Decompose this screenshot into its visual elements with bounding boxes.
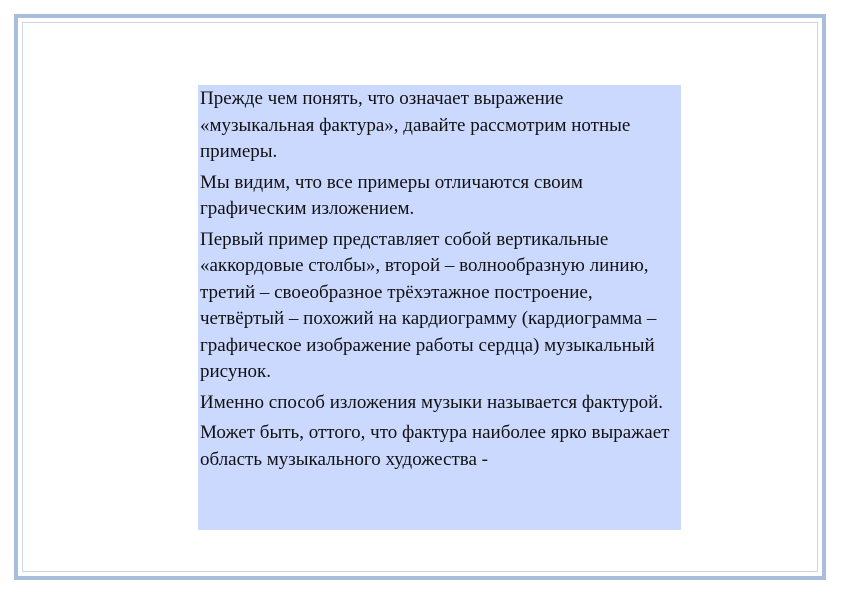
paragraph-3: Первый пример представляет собой вертикальные «аккордовые столбы», второй – волнообразную линию, третий – своеобразное трёхэтажное построение, четвёртый – похожий на кардиограмму (кардиограмма – графическое изображение работы сердца) музыкальный рисунок. (200, 228, 657, 382)
paragraph-2: Мы видим, что все примеры отличаются своим графическим изложением. (200, 171, 583, 219)
paragraph-4: Именно способ изложения музыки называется фактурой. (200, 391, 664, 413)
paragraph-5: Может быть, оттого, что фактура наиболее ярко выражает область музыкального художества - (200, 422, 670, 470)
text-box (198, 85, 681, 530)
paragraph-1: Прежде чем понять, что означает выражение «музыкальная фактура», давайте рассмотрим нотные примеры. (200, 88, 631, 162)
